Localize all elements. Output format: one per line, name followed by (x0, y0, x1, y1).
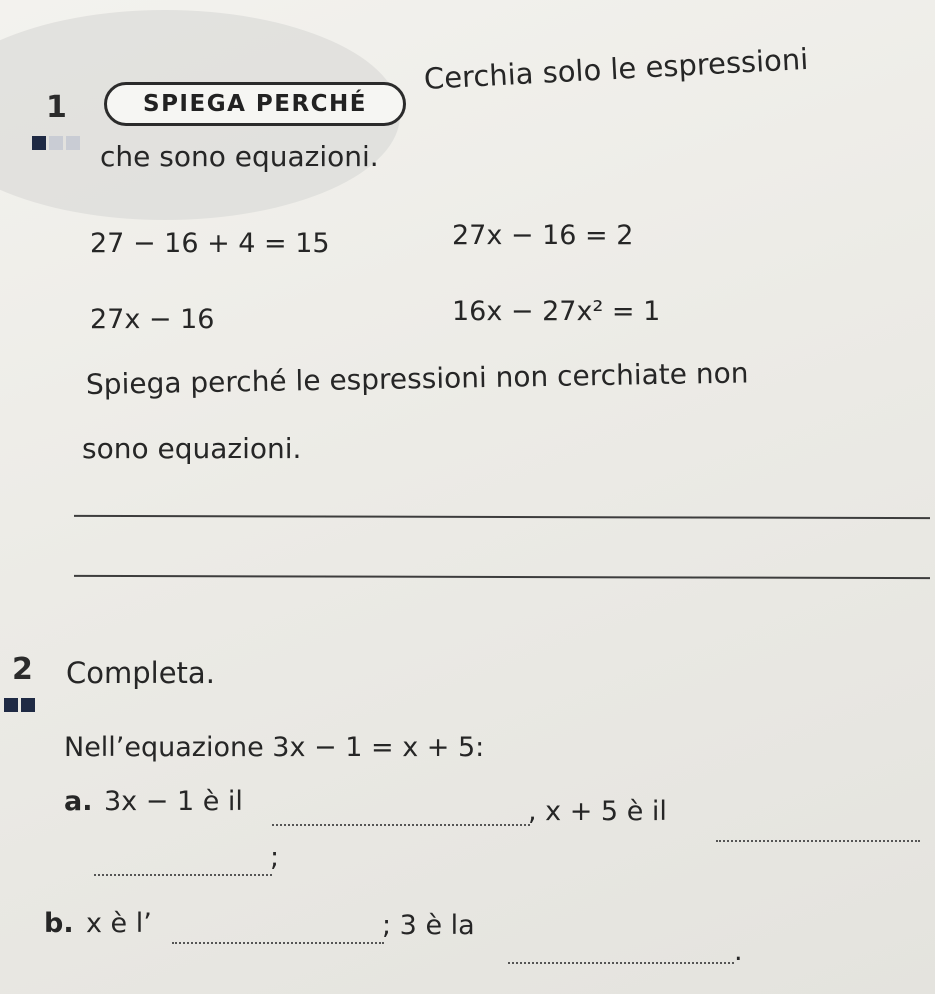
spiega-perche-badge: SPIEGA PERCHÉ (104, 82, 406, 126)
exercise-1-question-line1: Spiega perché le espressioni non cerchiate non (85, 356, 749, 401)
blank-a1[interactable] (272, 824, 530, 826)
item-b-part2: ; 3 è la (382, 910, 475, 941)
item-a-label: a. (64, 786, 93, 817)
difficulty-square (32, 136, 46, 150)
exercise-1-number: 1 (46, 90, 67, 125)
item-a-part2: , x + 5 è il (528, 796, 667, 827)
difficulty-indicator-2 (4, 698, 35, 712)
item-a-part3: ; (270, 842, 280, 873)
blank-b1[interactable] (172, 942, 384, 944)
exercise-2-number: 2 (12, 652, 33, 687)
item-b-label: b. (44, 908, 74, 939)
exercise-1-question-line2: sono equazioni. (82, 432, 302, 465)
difficulty-square (49, 136, 63, 150)
difficulty-square (66, 136, 80, 150)
expression-3[interactable]: 27x − 16 (90, 304, 215, 335)
answer-line-1[interactable] (74, 515, 930, 519)
item-b-part3: . (734, 936, 743, 967)
difficulty-square (21, 698, 35, 712)
exercise-2-intro: Nell’equazione 3x − 1 = x + 5: (64, 732, 485, 763)
expression-1[interactable]: 27 − 16 + 4 = 15 (90, 228, 330, 259)
expression-2[interactable]: 27x − 16 = 2 (452, 220, 634, 251)
blank-a2[interactable] (716, 840, 920, 842)
expression-4[interactable]: 16x − 27x² = 1 (452, 296, 661, 327)
blank-b2[interactable] (508, 962, 734, 964)
exercise-1-instruction-line1: Cerchia solo le espressioni (423, 41, 810, 96)
item-b-part1: x è l’ (86, 908, 152, 939)
blank-a3[interactable] (94, 874, 272, 876)
answer-line-2[interactable] (74, 575, 930, 579)
exercise-2-title: Completa. (66, 656, 215, 690)
difficulty-square (4, 698, 18, 712)
difficulty-indicator-1 (32, 136, 80, 150)
exercise-1-instruction-line2: che sono equazioni. (100, 140, 379, 173)
item-a-part1: 3x − 1 è il (104, 786, 243, 817)
